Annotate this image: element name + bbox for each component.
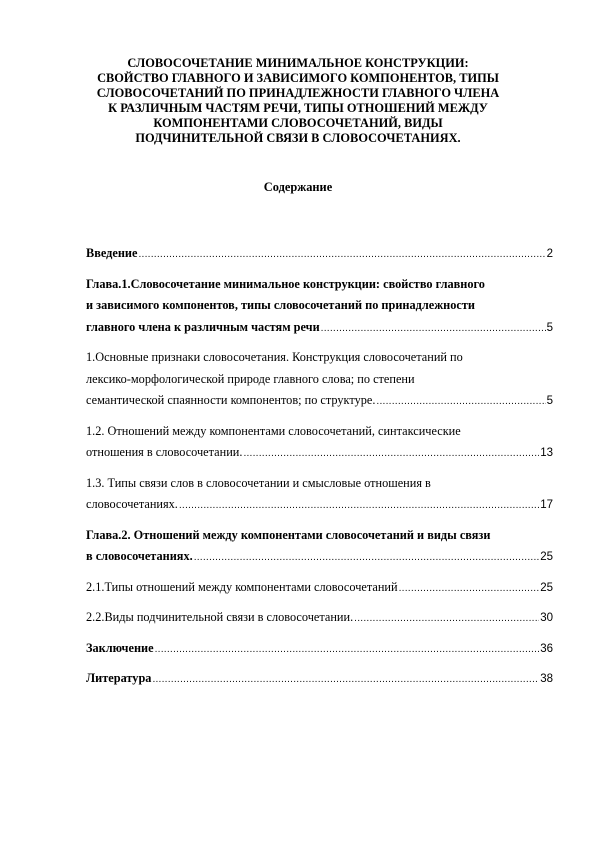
toc-entry-conclusion[interactable] [86,638,553,662]
toc-entry-line [86,369,553,391]
toc-entry-text: Глава.1.Словосочетание минимальное конструкции: свойство главного [86,276,485,291]
toc-page-number: 38 [540,673,553,685]
title-line: СВОЙСТВО ГЛАВНОГО И ЗАВИСИМОГО КОМПОНЕНТОВ, ТИПЫ [97,71,499,85]
toc-entry-text: 1.2. Отношений между компонентами словосочетаний, синтаксические [86,423,461,438]
toc-entry-last-line [86,442,553,466]
toc-entry-line [86,473,553,495]
toc-page-number: 36 [540,642,553,655]
toc-entry-text: 1.3. Типы связи слов в словосочетании и смысловые отношения в [86,475,431,490]
dot-leader [376,392,545,414]
toc-entry-text: 2.1.Типы отношений между компонентами словосочетаний [86,579,398,594]
toc-entry-line [86,295,553,317]
toc-entry-last-line [86,638,553,662]
toc-entry-text: лексико-морфологической природе главного слова; по степени [86,371,415,386]
toc-entry-last-line [86,546,553,570]
toc-entry-section-2-2[interactable] [86,607,553,631]
title-line: СЛОВОСОЧЕТАНИЙ ПО ПРИНАДЛЕЖНОСТИ ГЛАВНОГО ЧЛЕНА [96,86,500,100]
toc-entry-line [86,525,553,547]
toc-heading: Содержание [263,180,333,194]
toc-entry-last-line [86,390,553,414]
toc-entry-section-1-1[interactable] [86,347,553,414]
title-line: СЛОВОСОЧЕТАНИЕ МИНИМАЛЬНОЕ КОНСТРУКЦИИ: [127,56,469,70]
toc-entry-last-line [86,494,553,518]
toc-entry-last-line [86,668,553,692]
toc-entry-text: и зависимого компонентов, типы словосочетаний по принадлежности [86,298,475,312]
dot-leader [354,609,539,631]
toc-page-number: 17 [540,499,553,511]
toc-entry-line [86,421,553,443]
toc-entry-text: в словосочетаниях. [86,549,193,563]
toc-entry-last-line [86,607,553,631]
toc-entry-last-line [86,243,553,267]
toc-page-number: 5 [546,395,553,407]
toc-entry-section-1-3[interactable] [86,473,553,518]
title-line: К РАЗЛИЧНЫМ ЧАСТЯМ РЕЧИ, ТИПЫ ОТНОШЕНИЙ МЕЖДУ [108,101,488,115]
toc-entry-section-2-1[interactable] [86,577,553,601]
toc-entry-chapter-1[interactable] [86,274,553,341]
toc-entry-introduction[interactable] [86,243,553,267]
toc-page-number: 30 [540,612,553,624]
toc-entry-last-line [86,577,553,601]
toc-entry-text: главного члена к различным частям речи [86,319,320,334]
dot-leader [321,319,546,341]
toc-page-number: 13 [540,447,553,459]
dot-leader [179,496,539,518]
toc-entry-text: Литература [86,671,152,685]
toc-entry-line [86,347,553,369]
dot-leader [155,640,540,662]
toc-entry-text: Введение [86,246,138,260]
title-line: ПОДЧИНИТЕЛЬНОЙ СВЯЗИ В СЛОВОСОЧЕТАНИЯХ. [135,131,461,145]
dot-leader [399,579,540,601]
toc-page-number: 25 [540,581,553,594]
dot-leader [138,245,545,267]
table-of-contents [86,243,553,699]
toc-page-number: 5 [546,321,553,334]
toc-entry-text: семантической спаянности компонентов; по структуре. [86,393,376,407]
toc-entry-last-line [86,317,553,341]
toc-page-number: 25 [540,551,553,563]
toc-entry-literature[interactable] [86,668,553,692]
toc-page-number: 2 [546,248,553,260]
dot-leader [194,548,540,570]
toc-entry-section-1-2[interactable] [86,421,553,466]
toc-entry-text: отношения в словосочетании. [86,445,243,459]
toc-entry-text: Глава.2. Отношений между компонентами словосочетаний и виды связи [86,527,491,542]
toc-entry-text: 2.2.Виды подчинительной связи в словосочетании. [86,610,354,624]
document-title [70,56,526,146]
toc-entry-text: Заключение [86,640,154,655]
toc-entry-line [86,274,553,296]
dot-leader [243,444,539,466]
dot-leader [152,670,539,692]
toc-entry-chapter-2[interactable] [86,525,553,570]
title-line: КОМПОНЕНТАМИ СЛОВОСОЧЕТАНИЙ, ВИДЫ [153,116,443,130]
toc-entry-text: 1.Основные признаки словосочетания. Конструкция словосочетаний по [86,350,463,364]
toc-entry-text: словосочетаниях. [86,497,178,511]
